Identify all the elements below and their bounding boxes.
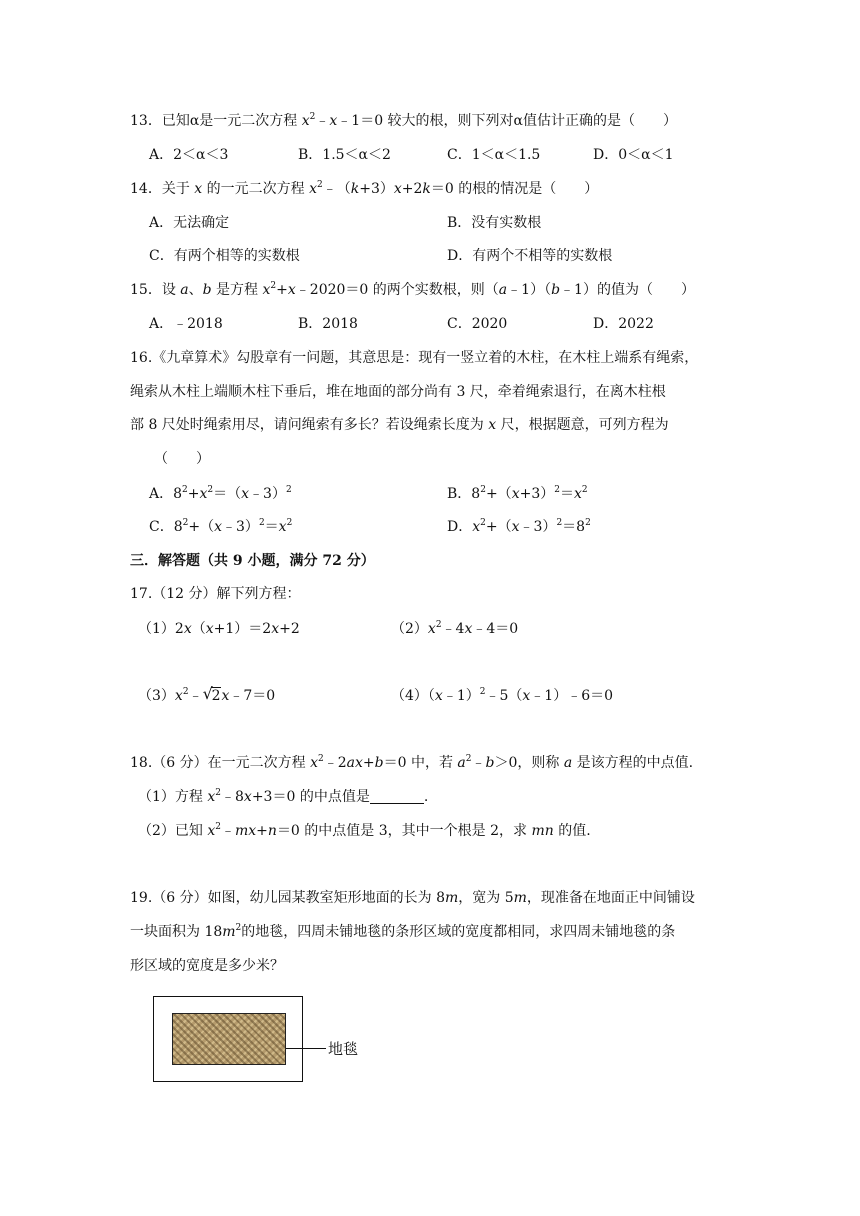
q13-option-d: D．0＜α＜1 xyxy=(593,147,674,163)
q16-option-a: A．$8^2+x^2=(x﹣3)^2$ xyxy=(149,485,292,502)
q17-part-1: （1）2x（x+1）＝2x+2 xyxy=(138,621,300,637)
callout-leader-line xyxy=(286,1048,326,1049)
q18-heading: 18.（6 分）在一元二次方程 $x^2﹣2ax+b=0$ 中，若 $a^2﹣b>0$，则称 a 是该方程的中点值. xyxy=(130,754,694,771)
q19-line-1: 19.（6 分）如图，幼儿园某教室矩形地面的长为 8m，宽为 5m，现准备在地面正中间铺设 xyxy=(130,890,695,906)
q16-line-1: 16.《九章算术》勾股章有一问题，其意思是：现有一竖立着的木柱，在木柱上端系有绳索， xyxy=(130,350,699,366)
q18-part-1: （1）方程 $x^2﹣8x+3=0$ 的中点值是 . xyxy=(138,788,429,805)
q17-part-2: $(2)x^2﹣4x﹣4=0$ xyxy=(391,620,519,637)
q14-option-c: C．有两个相等的实数根 xyxy=(149,248,300,264)
q18-part-2: （2）已知 $x^2﹣mx+n=0$ 的中点值是 3，其中一个根是 2，求 mn 的值. xyxy=(138,822,591,839)
answer-blank xyxy=(370,789,424,804)
q13-option-a: A．2＜α＜3 xyxy=(149,147,229,163)
question-13: 13．已知α是一元二次方程 $x^2﹣x﹣1=0$ 较大的根，则下列对α值估计正确的是（ ） xyxy=(130,112,677,129)
q17-part-3: $(3)x^2﹣$ √ 2x﹣7＝0 xyxy=(138,684,276,704)
carpet-label: 地毯 xyxy=(328,1040,359,1058)
q16-line-4: （ ） xyxy=(154,451,210,467)
q16-line-2: 绳索从木柱上端顺木柱下垂后，堆在地面的部分尚有 3 尺，牵着绳索退行，在离木柱根 xyxy=(130,384,666,400)
q17-part-4: （4）（x﹣1）$^2$﹣5（x﹣1）﹣6＝0 xyxy=(391,687,614,704)
q19-line-3: 形区域的宽度是多少米？ xyxy=(130,958,284,974)
question-15: 15．设 a、b 是方程 $x^2+x﹣2020=0$ 的两个实数根，则（a﹣1）（b﹣1）的值为（ ） xyxy=(130,281,695,298)
carpet-image xyxy=(172,1013,286,1065)
q16-line-3: 部 8 尺处时绳索用尽，请问绳索有多长？若设绳索长度为 x 尺，根据题意，可列方程为 xyxy=(130,417,669,433)
q14-option-a: A．无法确定 xyxy=(149,215,230,231)
q17-heading: 17.（12 分）解下列方程： xyxy=(130,586,301,602)
q15-option-a: A．﹣2018 xyxy=(149,316,223,332)
room-floor-figure xyxy=(153,996,303,1082)
q15-option-c: C．2020 xyxy=(447,316,508,332)
q16-option-c: C．$8^2+(x﹣3)^2=x^2$ xyxy=(149,518,293,535)
question-14: 14．关于 x 的一元二次方程 $x^2﹣(k+3)x+2k=0$ 的根的情况是（ ） xyxy=(130,180,599,197)
q16-option-d: D．$x^2+(x﹣3)^2=8^2$ xyxy=(447,518,591,535)
section-heading: 三．解答题（共 9 小题，满分 72 分） xyxy=(130,553,375,569)
q16-option-b: B．$8^2+(x+3)^2=x^2$ xyxy=(447,485,588,502)
q15-option-b: B．2018 xyxy=(298,316,358,332)
q14-option-b: B．没有实数根 xyxy=(447,215,542,231)
q13-option-c: C．1＜α＜1.5 xyxy=(447,147,541,163)
q19-line-2: 一块面积为 $18m^2$的地毯，四周未铺地毯的条形区域的宽度都相同，求四周未铺地毯的条 xyxy=(130,923,676,940)
q15-option-d: D．2022 xyxy=(593,316,654,332)
q14-option-d: D．有两个不相等的实数根 xyxy=(447,248,613,264)
q13-option-b: B．1.5＜α＜2 xyxy=(298,147,391,163)
sqrt-symbol: √ 2 xyxy=(202,684,221,704)
